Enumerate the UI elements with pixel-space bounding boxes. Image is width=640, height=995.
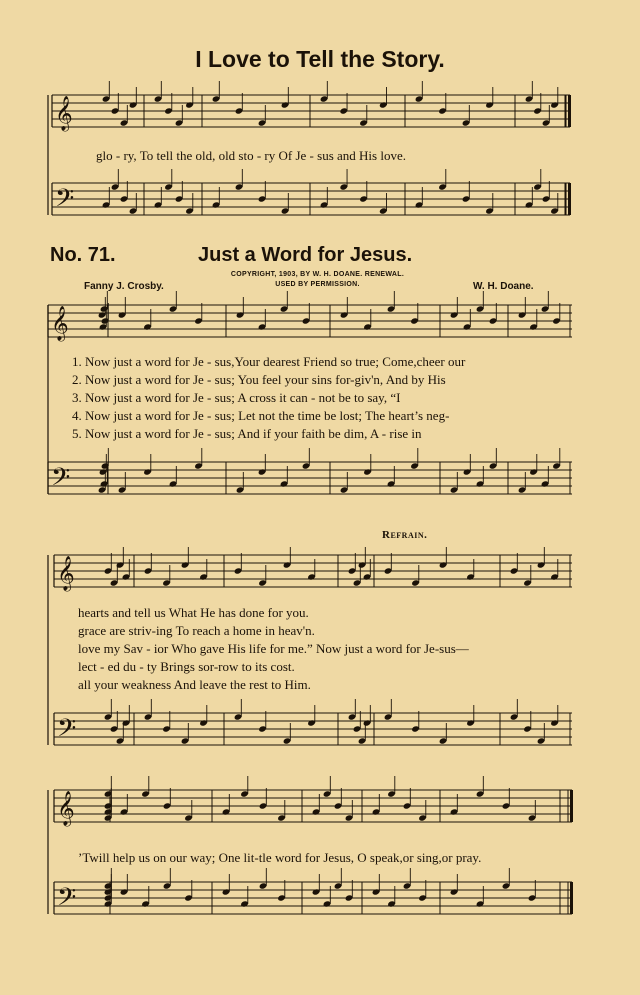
verse-2-line-b: grace are striv-ing To reach a home in heav'n. bbox=[78, 623, 315, 638]
verse-1-line-a: 1. Now just a word for Je - sus,Your dearest Friend so true; Come,cheer our bbox=[72, 354, 466, 369]
refrain-lyric: ’Twill help us on our way; One lit-tle word for Jesus, O speak,or sing,or pray. bbox=[78, 850, 482, 865]
verse-5-line-b: all your weakness And leave the rest to Him. bbox=[78, 677, 311, 692]
hymn-number: No. 71. bbox=[50, 244, 116, 266]
copyright-line-1: COPYRIGHT, 1903, BY W. H. DOANE. RENEWAL. bbox=[230, 271, 405, 278]
verse-4-line-b: lect - ed du - ty Brings sor-row to its cost. bbox=[78, 659, 295, 674]
svg-text:𝄢: 𝄢 bbox=[57, 883, 77, 918]
author-credit: Fanny J. Crosby. bbox=[84, 281, 164, 292]
svg-text:𝄞: 𝄞 bbox=[57, 791, 75, 826]
copyright-notice bbox=[205, 270, 430, 290]
verse-5-line-a: 5. Now just a word for Je - sus; And if your faith be dim, A - rise in bbox=[72, 426, 422, 441]
svg-text:𝄞: 𝄞 bbox=[55, 96, 73, 131]
svg-text:𝄞: 𝄞 bbox=[57, 556, 75, 591]
refrain-label: Refrain. bbox=[382, 529, 428, 541]
copyright-line-2: USED BY PERMISSION. bbox=[275, 281, 360, 288]
hymn-title: Just a Word for Jesus. bbox=[198, 244, 413, 266]
svg-text:𝄢: 𝄢 bbox=[51, 463, 71, 498]
svg-text:𝄢: 𝄢 bbox=[57, 714, 77, 749]
verse-4-line-a: 4. Now just a word for Je - sus; Let not the time be lost; The heart’s neg- bbox=[72, 408, 450, 423]
composer-credit: W. H. Doane. bbox=[473, 281, 534, 292]
previous-hymn-title: I Love to Tell the Story. bbox=[195, 46, 445, 72]
verse-3-line-b: love my Sav - ior Who gave His life for me.” Now just a word for Je-sus— bbox=[78, 641, 469, 656]
svg-text:𝄞: 𝄞 bbox=[51, 306, 69, 341]
previous-hymn-lyric: glo - ry, To tell the old, old sto - ry Of Je - sus and His love. bbox=[96, 148, 406, 163]
svg-text:𝄢: 𝄢 bbox=[55, 184, 75, 219]
verse-3-line-a: 3. Now just a word for Je - sus; A cross it can - not be to say, “I bbox=[72, 390, 401, 405]
verse-1-line-b: hearts and tell us What He has done for you. bbox=[78, 605, 309, 620]
verse-2-line-a: 2. Now just a word for Je - sus; You feel your sins for-giv'n, And by His bbox=[72, 372, 446, 387]
